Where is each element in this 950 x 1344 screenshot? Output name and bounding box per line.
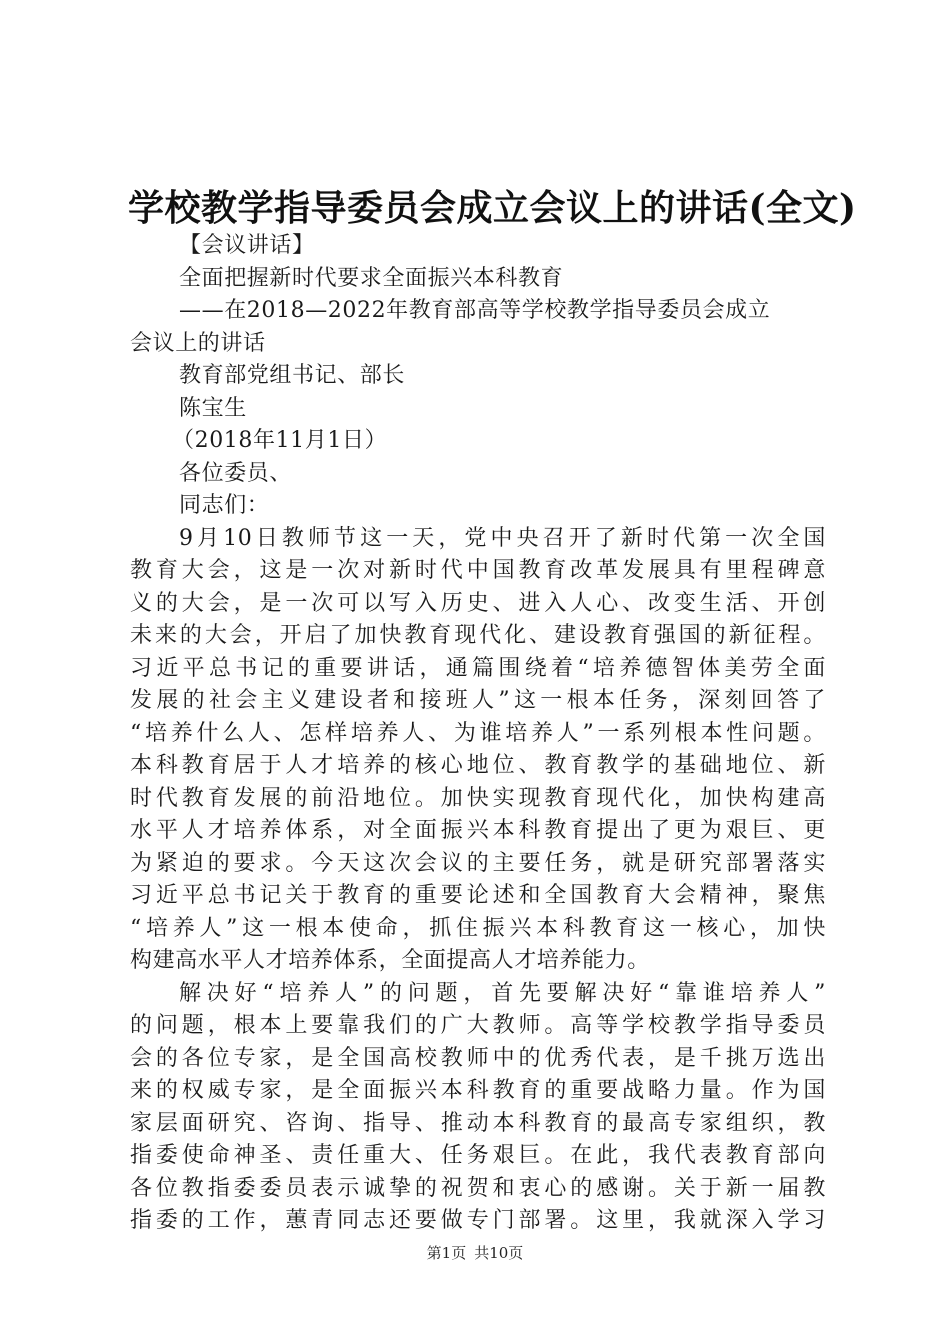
paragraph-line: 的问题，根本上要靠我们的广大教师。高等学校教学指导委员	[130, 1013, 826, 1038]
page-number: 第1页	[426, 1244, 467, 1262]
speech-date: （2018年11月1日）	[172, 428, 388, 453]
section-tag: 【会议讲话】	[179, 233, 315, 258]
paragraph-line: 指委使命神圣、责任重大、任务艰巨。在此，我代表教育部向	[130, 1143, 826, 1168]
paragraph-line: 水平人才培养体系，对全面振兴本科教育提出了更为艰巨、更	[130, 818, 826, 843]
paragraph-line: “培养什么人、怎样培养人、为谁培养人”一系列根本性问题。	[130, 720, 826, 746]
paragraph-line: 9月10日教师节这一天，党中央召开了新时代第一次全国	[179, 525, 826, 551]
paragraph-line: 来的权威专家，是全面振兴本科教育的重要战略力量。作为国	[130, 1078, 826, 1103]
page-footer	[0, 1243, 950, 1263]
paragraph-line: 教育大会，这是一次对新时代中国教育改革发展具有里程碑意	[130, 558, 826, 583]
paragraph-line: 会的各位专家，是全国高校教师中的优秀代表，是千挑万选出	[130, 1045, 826, 1071]
paragraph-line: 发展的社会主义建设者和接班人”这一根本任务，深刻回答了	[130, 688, 826, 713]
paragraph-line: 义的大会，是一次可以写入历史、进入人心、改变生活、开创	[130, 590, 826, 616]
salutation: 各位委员、	[179, 460, 293, 486]
speaker-title: 教育部党组书记、部长	[179, 363, 406, 388]
document-title: 学校教学指导委员会成立会议上的讲话(全文)	[128, 187, 857, 229]
paragraph-line: 本科教育居于人才培养的核心地位、教育教学的基础地位、新	[130, 753, 826, 778]
paragraph-line: 习近平总书记的重要讲话，通篇围绕着“培养德智体美劳全面	[130, 655, 826, 681]
paragraph-line: 构建高水平人才培养体系，全面提高人才培养能力。	[130, 948, 650, 973]
paragraph-line: 未来的大会，开启了加快教育现代化、建设教育强国的新征程。	[130, 623, 826, 648]
speaker-name: 陈宝生	[179, 395, 247, 421]
salutation: 同志们：	[179, 493, 270, 518]
paragraph-line: 解决好“培养人”的问题，首先要解决好“靠谁培养人”	[179, 980, 826, 1006]
paragraph-line: 指委的工作，蕙青同志还要做专门部署。这里，我就深入学习	[130, 1208, 826, 1233]
document-body	[130, 230, 826, 1238]
paragraph-line: 习近平总书记关于教育的重要论述和全国教育大会精神，聚焦	[130, 883, 826, 908]
speech-heading: 全面把握新时代要求全面振兴本科教育	[179, 265, 564, 291]
paragraph-line: “培养人”这一根本使命，抓住振兴本科教育这一核心，加快	[130, 915, 826, 941]
speech-subheading: ——在2018—2022年教育部高等学校教学指导委员会成立	[179, 298, 771, 323]
page-total: 共10页	[474, 1244, 524, 1262]
paragraph-line: 家层面研究、咨询、指导、推动本科教育的最高专家组织，教	[130, 1110, 826, 1136]
paragraph-line: 各位教指委委员表示诚挚的祝贺和衷心的感谢。关于新一届教	[130, 1175, 826, 1201]
paragraph-line: 时代教育发展的前沿地位。加快实现教育现代化，加快构建高	[130, 785, 826, 811]
speech-subheading-cont: 会议上的讲话	[130, 330, 266, 356]
paragraph-line: 为紧迫的要求。今天这次会议的主要任务，就是研究部署落实	[130, 850, 826, 876]
